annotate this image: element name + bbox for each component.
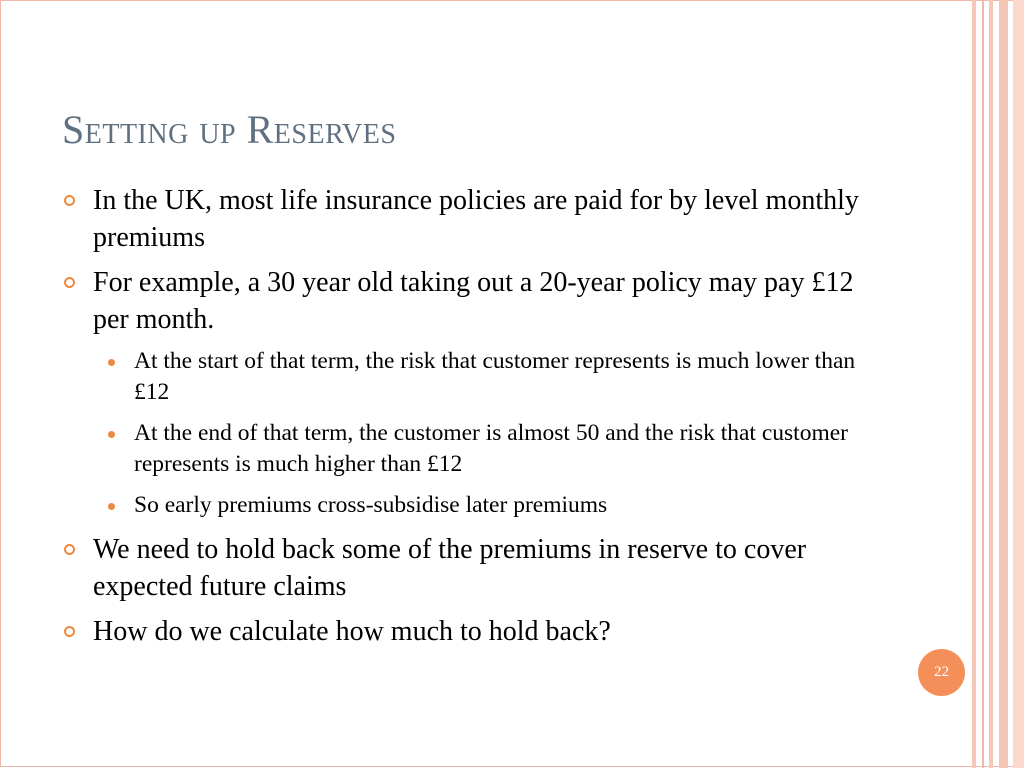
stripe	[972, 0, 976, 768]
ring-bullet-icon	[64, 277, 75, 288]
dot-bullet-icon	[108, 431, 115, 438]
bullet-text: How do we calculate how much to hold back?	[93, 616, 611, 647]
bullet-text: For example, a 30 year old taking out a 20-year policy may pay £12 per month.	[93, 267, 854, 335]
dot-bullet-icon	[108, 359, 115, 366]
slide-title: Setting up Reserves	[62, 107, 397, 152]
sub-bullet-item	[62, 346, 882, 408]
slide-body	[62, 182, 882, 658]
stripe	[999, 0, 1008, 768]
page-number-badge: 22	[918, 649, 965, 696]
ring-bullet-icon	[64, 626, 75, 637]
decorative-stripes	[972, 0, 1024, 768]
sub-bullet-text: At the start of that term, the risk that customer represents is much lower than £12	[134, 348, 856, 405]
bullet-item	[62, 613, 882, 650]
sub-bullet-text: So early premiums cross-subsidise later premiums	[134, 492, 608, 518]
dot-bullet-icon	[108, 503, 115, 510]
bullet-item	[62, 264, 882, 338]
bullet-text: In the UK, most life insurance policies are paid for by level monthly premiums	[93, 185, 859, 253]
sub-bullet-item	[62, 490, 882, 521]
sub-bullet-item	[62, 418, 882, 480]
sub-bullet-text: At the end of that term, the customer is almost 50 and the risk that customer represents is much higher than £12	[134, 420, 848, 477]
stripe	[982, 0, 984, 768]
bullet-item	[62, 182, 882, 256]
ring-bullet-icon	[64, 195, 75, 206]
stripe	[1013, 0, 1024, 768]
stripe	[989, 0, 993, 768]
bullet-text: We need to hold back some of the premiums in reserve to cover expected future claims	[93, 534, 807, 602]
bullet-item	[62, 531, 882, 605]
ring-bullet-icon	[64, 544, 75, 555]
